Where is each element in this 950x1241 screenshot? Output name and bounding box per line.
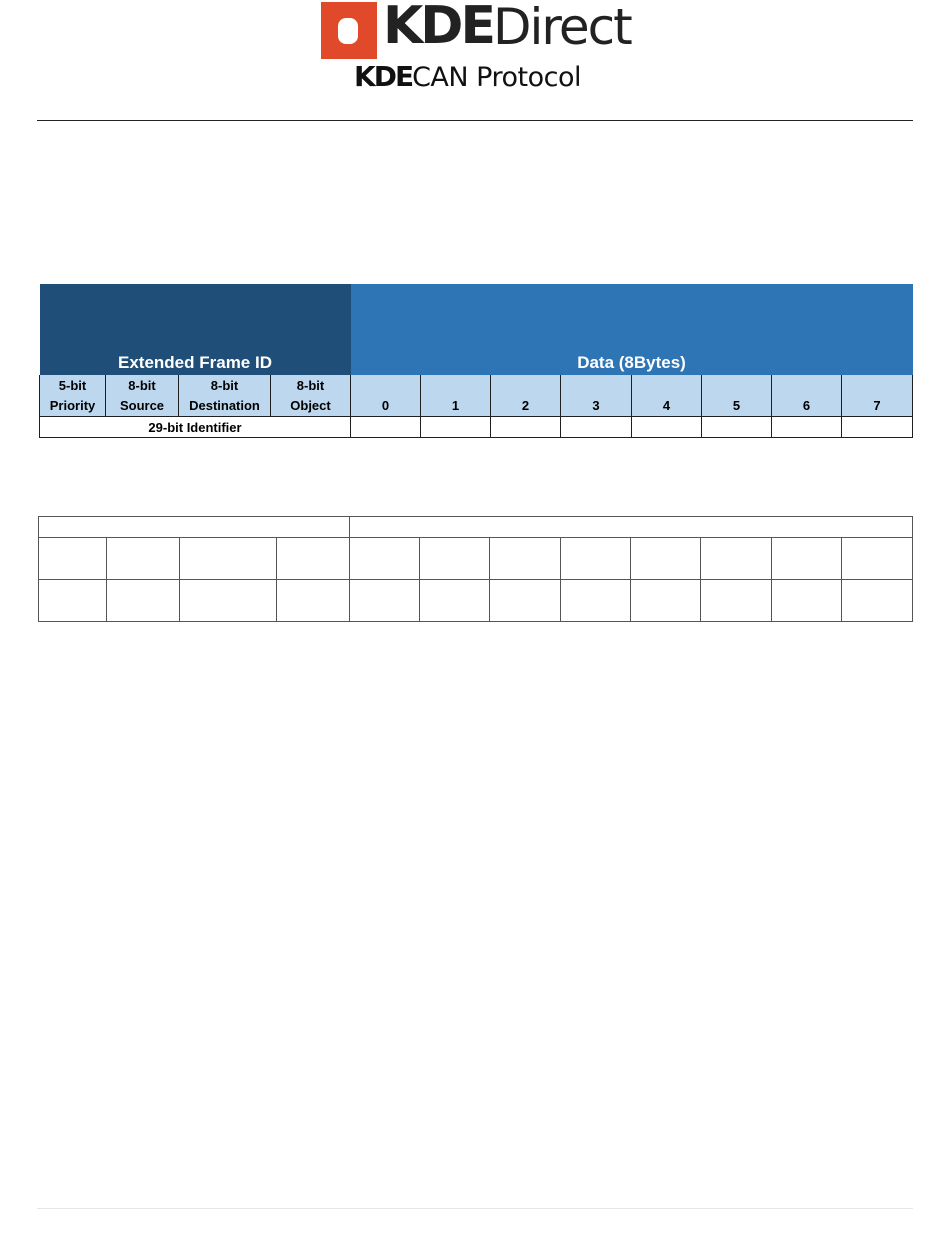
data-cell	[632, 417, 702, 438]
blank-cell	[350, 580, 420, 622]
blank-cell	[631, 538, 701, 580]
data-cell	[421, 417, 491, 438]
blank-cell	[490, 580, 561, 622]
blank-cell	[842, 538, 913, 580]
blank-cell	[39, 538, 107, 580]
data-byte-2: 2	[491, 375, 561, 417]
blank-cell	[350, 538, 420, 580]
blank-cell	[277, 538, 350, 580]
blank-cell	[772, 538, 842, 580]
blank-cell	[701, 538, 772, 580]
blank-cell	[180, 538, 277, 580]
blank-id-header	[39, 517, 350, 538]
can-frame-table	[39, 284, 913, 438]
footer-divider	[37, 1208, 913, 1209]
blank-cell	[277, 580, 350, 622]
blank-cell	[107, 538, 180, 580]
blank-cell	[842, 580, 913, 622]
data-byte-7: 7	[842, 375, 913, 417]
extended-frame-id-header: Extended Frame ID	[40, 284, 351, 375]
kde-direct-logo	[321, 2, 631, 60]
data-byte-5: 5	[702, 375, 772, 417]
data-cell	[491, 417, 561, 438]
data-byte-0: 0	[351, 375, 421, 417]
page-header	[0, 0, 950, 120]
data-cell	[842, 417, 913, 438]
data-cell	[702, 417, 772, 438]
blank-cell	[561, 580, 631, 622]
header-divider	[37, 120, 913, 121]
blank-cell	[420, 580, 490, 622]
blank-cell	[561, 538, 631, 580]
blank-cell	[490, 538, 561, 580]
id-field-destination: 8-bit Destination	[179, 375, 271, 417]
blank-cell	[420, 538, 490, 580]
logo-mark-icon	[321, 2, 377, 59]
data-cell	[772, 417, 842, 438]
data-byte-1: 1	[421, 375, 491, 417]
identifier-label: 29-bit Identifier	[40, 417, 351, 438]
subtitle-protocol: CAN Protocol	[412, 62, 581, 93]
id-field-priority: 5-bit Priority	[40, 375, 106, 417]
data-bytes-header: Data (8Bytes)	[351, 284, 913, 375]
blank-data-header	[350, 517, 913, 538]
logo-kde-text: KDE	[383, 0, 493, 56]
blank-frame-table	[38, 516, 913, 622]
id-field-object: 8-bit Object	[271, 375, 351, 417]
data-cell	[351, 417, 421, 438]
subtitle-kde: KDE	[354, 60, 413, 93]
blank-cell	[701, 580, 772, 622]
logo-direct-text: Direct	[493, 0, 631, 56]
data-byte-3: 3	[561, 375, 632, 417]
data-byte-6: 6	[772, 375, 842, 417]
blank-cell	[107, 580, 180, 622]
data-byte-4: 4	[632, 375, 702, 417]
data-cell	[561, 417, 632, 438]
blank-cell	[772, 580, 842, 622]
blank-cell	[631, 580, 701, 622]
document-subtitle	[354, 60, 581, 92]
blank-cell	[180, 580, 277, 622]
blank-cell	[39, 580, 107, 622]
id-field-source: 8-bit Source	[106, 375, 179, 417]
